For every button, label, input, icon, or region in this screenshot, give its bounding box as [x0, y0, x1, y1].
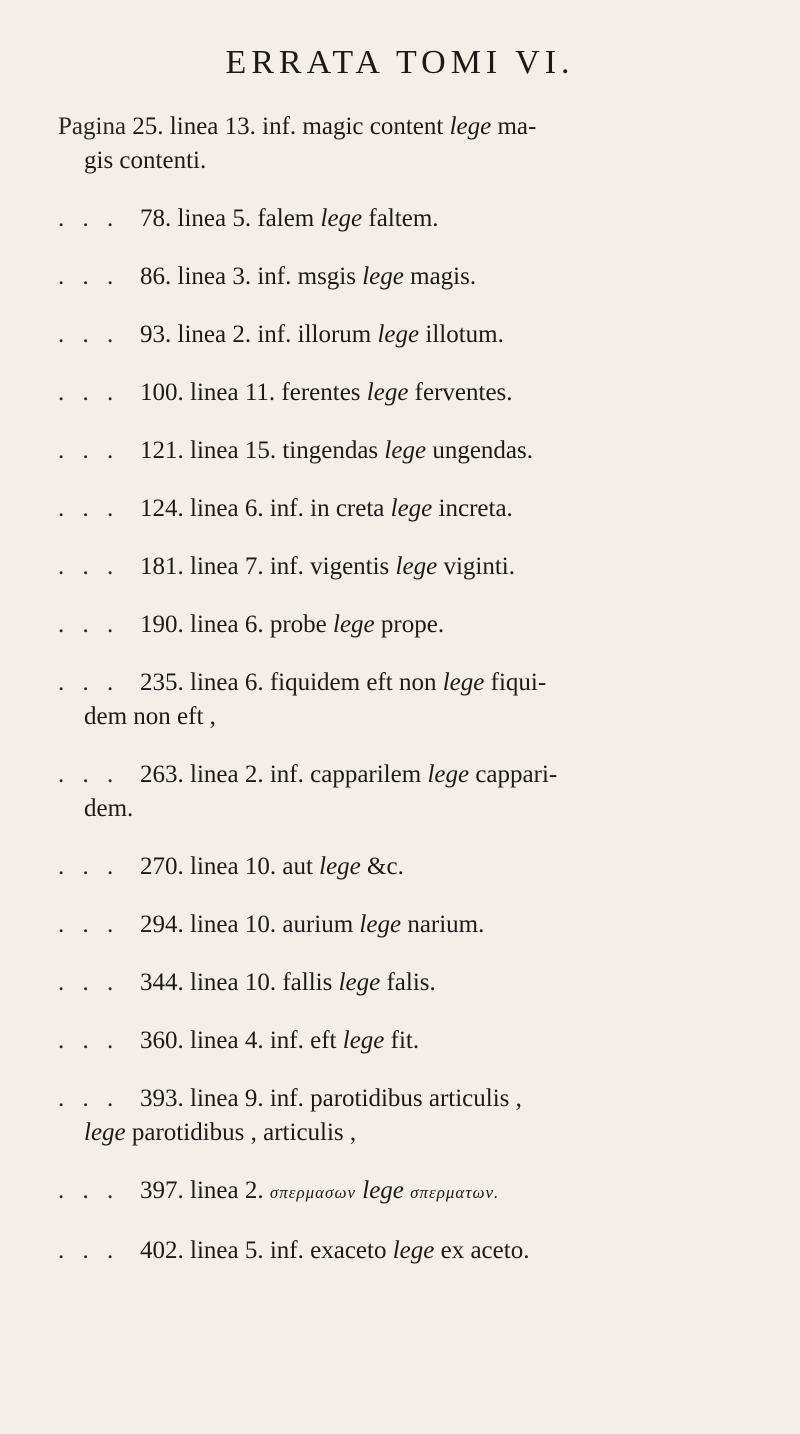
entry-lege: lege — [338, 969, 381, 996]
entry-line: linea 3. — [177, 263, 252, 290]
entry-lead: . . . — [58, 1177, 120, 1204]
entry-correction: narium. — [407, 911, 485, 938]
entry-lead: . . . — [58, 911, 120, 938]
entry-page: 263. — [140, 761, 184, 788]
entry-wrong: aurium — [282, 911, 354, 938]
entry-correction: illotum. — [425, 321, 504, 348]
entry-line: linea 13. — [169, 113, 256, 140]
entry-lege: lege — [320, 205, 363, 232]
errata-entry — [58, 666, 758, 734]
entry-lege: lege — [362, 1177, 404, 1204]
entry-continuation: lege parotidibus , articulis , — [84, 1119, 357, 1146]
entry-lead: Pagina — [58, 113, 127, 140]
entry-lege: lege — [377, 321, 420, 348]
entry-correction: faltem. — [368, 205, 439, 232]
errata-entry — [58, 202, 758, 236]
entry-lead: . . . — [58, 761, 120, 788]
entry-lege: lege — [319, 853, 361, 880]
entry-inf: inf. — [262, 113, 297, 140]
entry-page: 360. — [140, 1027, 184, 1054]
entry-wrong: falem — [257, 205, 315, 232]
entry-page: 190. — [140, 611, 184, 638]
errata-entry — [58, 318, 758, 352]
entry-lead: . . . — [58, 969, 120, 996]
entry-lege: lege — [384, 437, 427, 464]
entry-lead: . . . — [58, 321, 120, 348]
errata-entry — [58, 1024, 758, 1058]
entry-lead: . . . — [58, 553, 120, 580]
errata-entry — [58, 1234, 758, 1268]
entry-continuation: dem. — [84, 795, 134, 822]
errata-entry — [58, 608, 758, 642]
entry-page: 25. — [132, 113, 164, 140]
entry-lege: lege — [449, 113, 492, 140]
entry-line: linea 6. — [190, 669, 264, 696]
entry-wrong: capparilem — [310, 761, 422, 788]
entry-correction: fiqui- — [490, 669, 547, 696]
entry-line: linea 7. — [190, 553, 264, 580]
entry-lege: lege — [442, 669, 485, 696]
errata-list — [58, 110, 758, 1292]
entry-wrong: msgis — [297, 263, 356, 290]
entry-lead: . . . — [58, 263, 120, 290]
entry-correction: ferventes. — [414, 379, 513, 406]
entry-correction: ungendas. — [432, 437, 533, 464]
entry-page: 270. — [140, 853, 184, 880]
entry-lege: lege — [333, 611, 375, 638]
entry-wrong: σπερμασων — [269, 1183, 356, 1202]
entry-lege: lege — [362, 263, 404, 290]
entry-page: 397. — [140, 1177, 184, 1204]
entry-lege: lege — [366, 379, 409, 406]
entry-line: linea 6. — [190, 495, 264, 522]
errata-entry — [58, 850, 758, 884]
entry-line: linea 10. — [190, 853, 277, 880]
errata-entry — [58, 1174, 758, 1210]
entry-lead: . . . — [58, 853, 120, 880]
entry-line: linea 5. — [177, 205, 252, 232]
entry-correction: viginti. — [443, 553, 515, 580]
entry-continuation: dem non eft , — [84, 703, 216, 730]
entry-page: 181. — [140, 553, 184, 580]
entry-correction: &c. — [367, 853, 404, 880]
errata-entry — [58, 1082, 758, 1150]
entry-line: linea 6. — [190, 611, 264, 638]
entry-wrong: eft — [310, 1027, 337, 1054]
entry-correction: σπερματων. — [410, 1183, 500, 1202]
entry-lege: lege — [390, 495, 433, 522]
entry-wrong: exaceto — [310, 1237, 387, 1264]
entry-inf: inf. — [269, 761, 304, 788]
entry-page: 100. — [140, 379, 184, 406]
entry-page: 124. — [140, 495, 184, 522]
entry-lead: . . . — [58, 379, 120, 406]
errata-entry — [58, 758, 758, 826]
entry-wrong: fallis — [282, 969, 333, 996]
errata-entry — [58, 550, 758, 584]
entry-lead: . . . — [58, 1027, 120, 1054]
entry-page: 78. — [140, 205, 172, 232]
entry-correction: prope. — [380, 611, 445, 638]
entry-lead: . . . — [58, 495, 120, 522]
entry-line: linea 10. — [190, 969, 277, 996]
entry-wrong: fiquidem eft non — [269, 669, 437, 696]
entry-line: linea 10. — [190, 911, 277, 938]
errata-entry — [58, 434, 758, 468]
entry-lege: lege — [342, 1027, 385, 1054]
entry-inf: inf. — [269, 1027, 304, 1054]
page-title: ERRATA TOMI VI. — [225, 44, 575, 81]
entry-lead: . . . — [58, 669, 120, 696]
entry-wrong: ferentes — [281, 379, 361, 406]
entry-correction: cappari- — [475, 761, 558, 788]
entry-line: linea 5. — [190, 1237, 264, 1264]
entry-correction: magis. — [410, 263, 477, 290]
entry-page: 235. — [140, 669, 184, 696]
entry-wrong: parotidibus articulis , — [310, 1085, 522, 1112]
entry-lead: . . . — [58, 437, 120, 464]
entry-wrong: illorum — [297, 321, 372, 348]
entry-correction: fit. — [390, 1027, 420, 1054]
entry-wrong: tingendas — [282, 437, 379, 464]
entry-page: 93. — [140, 321, 172, 348]
entry-correction: ex aceto. — [440, 1237, 530, 1264]
errata-entry — [58, 260, 758, 294]
entry-lead: . . . — [58, 1237, 120, 1264]
entry-line: linea 2. — [177, 321, 252, 348]
entry-page: 402. — [140, 1237, 184, 1264]
entry-wrong: probe — [269, 611, 327, 638]
entry-page: 294. — [140, 911, 184, 938]
entry-inf: inf. — [269, 553, 304, 580]
entry-line: linea 15. — [190, 437, 277, 464]
entry-wrong: vigentis — [310, 553, 390, 580]
entry-inf: inf. — [269, 495, 304, 522]
entry-lege: lege — [359, 911, 402, 938]
entry-lead: . . . — [58, 611, 120, 638]
entry-wrong: magic content — [302, 113, 444, 140]
entry-lege: lege — [427, 761, 470, 788]
entry-lead: . . . — [58, 205, 120, 232]
errata-entry — [58, 110, 758, 178]
errata-entry — [58, 966, 758, 1000]
entry-correction: ma- — [497, 113, 537, 140]
entry-wrong: in creta — [310, 495, 385, 522]
entry-inf: inf. — [257, 263, 292, 290]
entry-page: 344. — [140, 969, 184, 996]
entry-lead: . . . — [58, 1085, 120, 1112]
entry-inf: inf. — [269, 1237, 304, 1264]
entry-lege: lege — [392, 1237, 435, 1264]
entry-line: linea 11. — [190, 379, 276, 406]
entry-wrong: aut — [282, 853, 313, 880]
entry-page: 393. — [140, 1085, 184, 1112]
entry-continuation: gis contenti. — [84, 147, 207, 174]
errata-entry — [58, 908, 758, 942]
entry-inf: inf. — [257, 321, 292, 348]
entry-line: linea 4. — [190, 1027, 264, 1054]
entry-lege: lege — [395, 553, 438, 580]
entry-correction: falis. — [386, 969, 436, 996]
entry-page: 121. — [140, 437, 184, 464]
entry-page: 86. — [140, 263, 172, 290]
entry-line: linea 2. — [190, 1177, 264, 1204]
errata-entry — [58, 376, 758, 410]
errata-entry — [58, 492, 758, 526]
entry-correction: increta. — [438, 495, 513, 522]
entry-line: linea 2. — [190, 761, 264, 788]
entry-line: linea 9. — [190, 1085, 264, 1112]
entry-inf: inf. — [269, 1085, 304, 1112]
